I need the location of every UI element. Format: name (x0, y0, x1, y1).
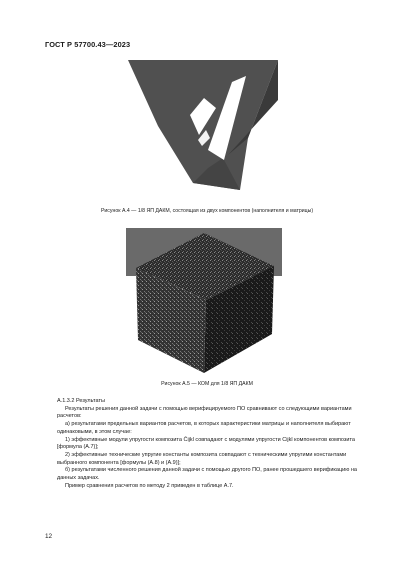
section-heading: А.1.3.2 Результаты (57, 398, 105, 404)
paragraph: 2) эффективные технические упругие константы композита совпадают с техническими упругими константами выбранного компонента [формулы (А.8) и (А.9)]; (57, 451, 347, 466)
paragraph: б) результатами численного решения данной задачи с помощью другого ПО, ранее прошедшего верификацию на данных задачах. (57, 467, 357, 482)
paragraph: Пример сравнения расчетов по методу 2 приведен в таблице А.7. (65, 482, 234, 489)
paragraph: а) результатами предельных вариантов расчетов, в которых характеристики матрицы и наполнителя выбирают одинаковыми, в этом случае: (57, 421, 351, 435)
figure-a5-image (126, 228, 282, 378)
results-section (57, 398, 372, 490)
figure-a5-caption: Рисунок А.5 — КОМ для 1/8 ЯП ДАКМ (161, 381, 253, 387)
paragraph: 1) эффективные модули упругости композита C̄ijkl совпадают с модулями упругости Cijkl компонентов композита [формула (А.7)]; (57, 436, 355, 451)
paragraph: Результаты решения данной задачи с помощью верифицируемого ПО сравнивают со следующими вариантами расчетов: (57, 405, 352, 420)
figure-a4-image (128, 60, 278, 200)
page-number: 12 (45, 533, 53, 540)
document-header: ГОСТ Р 57700.43—2023 (45, 40, 131, 49)
figure-a4-caption: Рисунок А.4 — 1/8 ЯП ДАКМ, состоящая из двух компонентов (наполнителя и матрицы) (100, 208, 314, 214)
